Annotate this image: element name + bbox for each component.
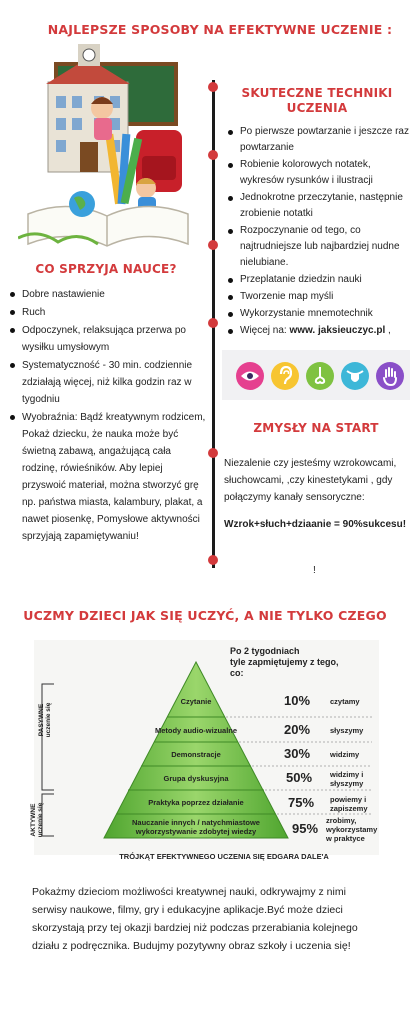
timeline-dot [208, 555, 218, 565]
techniques-title-line2: UCZENIA [286, 101, 348, 115]
hand-icon [376, 362, 404, 390]
list-item: Dobre nastawienie [8, 286, 208, 303]
pyramid-row-percent: 95% [292, 821, 319, 836]
pyramid-row-percent: 20% [284, 722, 311, 737]
list-item: Tworzenie map myśli [226, 289, 410, 305]
list-item: Ruch [8, 304, 208, 321]
school-illustration [18, 38, 196, 256]
list-item: Jednokrotne przeczytanie, następnie zrobienie notatki [226, 190, 410, 222]
list-item: Wyobraźnia: Bądź kreatywnym rodzicem, Pokaż dziecku, że nauka może być świetną zabawą, angażującą cała rodzinę, rówieśników. Aby lepiej przyswoić materiał, można stworzyć grę np. państwa miasta, kalambury, plakat, a nawet piosenkę, Pomysłowe aktywności sprzyjają zapamiętywaniu! [8, 409, 208, 545]
timeline-dot [208, 448, 218, 458]
helps-title: CO SPRZYJA NAUCE? [35, 262, 177, 276]
pyramid-row-label: Grupa dyskusyjna [163, 774, 229, 783]
pyramid-row-desc: słyszymy [330, 726, 364, 735]
pyramid-row-label: Demonstracje [171, 750, 221, 759]
helps-list [8, 286, 208, 546]
passive-learning-label: PASYWNE uczenie się [38, 702, 52, 738]
timeline-dot [208, 150, 218, 160]
exclamation-mark: ! [313, 565, 316, 576]
techniques-title-line1: SKUTECZNE TECHNIKI [241, 86, 393, 100]
pyramid-heading [230, 646, 339, 679]
list-item: Rozpoczynanie od tego, co najtrudniejsze lub najbardziej nudne nielubiane. [226, 223, 410, 271]
list-item: Przeplatanie dziedzin nauki [226, 272, 410, 288]
senses-icons-band [222, 350, 410, 400]
pyramid-row-label: Praktyka poprzez działanie [148, 798, 244, 807]
senses-formula: Wzrok+słuch+dziaanie = 90%sukcesu! [224, 519, 407, 530]
learning-pyramid [30, 640, 379, 855]
pyramid-row-desc: widzimy [330, 750, 360, 759]
pyramid-row-label: Metody audio-wizualne [154, 726, 238, 735]
list-item: Systematyczność - 30 min. codziennie zdziałają więcej, niż kilka godzin raz w tygodniu [8, 357, 208, 408]
pyramid-row-desc: widzimy i słyszymy [330, 770, 364, 788]
timeline-dot [208, 240, 218, 250]
teach-title: UCZMY DZIECI JAK SIĘ UCZYĆ, A NIE TYLKO CZEGO [23, 608, 387, 623]
pyramid-heading-line2: tyle zapmiętujemy z tego, [230, 657, 339, 667]
closing-text: Pokażmy dzieciom możliwości kreatywnej nauki, odkrywajmy z nimi serwisy naukowe, filmy, gry i edukacyjne aplikacje.Być może dzieci skorzystają przy tej okazji bardziej niż podczas przerabiania kolejnego działu z podręcznika. Budujmy pozytywny obraz szkoły i uczenia się! [32, 886, 358, 952]
pyramid-row-desc: zrobimy, wykorzystamy w praktyce [326, 816, 378, 843]
senses-text: Niezalenie czy jesteśmy wzrokowcami, słuchowcami, ,czy kinestetykami , gdy połączymy kanały sensoryczne: [224, 458, 397, 503]
more-prefix: Więcej na: [240, 325, 290, 336]
pyramid-row-desc: powiemy i zapiszemy [330, 795, 368, 813]
timeline-dot [208, 82, 218, 92]
senses-title: ZMYSŁY NA START [253, 421, 379, 435]
list-item: Wykorzystanie mnemotechnik [226, 306, 410, 322]
website-link[interactable]: www. jaksieuczyc.pl [289, 325, 386, 336]
eye-icon [236, 362, 264, 390]
pyramid-row-label: Nauczanie innych / natychmiastowe wykorzystywanie zdobytej wiedzy [132, 818, 260, 836]
pyramid-row-percent: 10% [284, 693, 311, 708]
main-title: NAJLEPSZE SPOSOBY NA EFEKTYWNE UCZENIE : [47, 22, 393, 37]
list-item: Odpoczynek, relaksująca przerwa po wysiłku umysłowym [8, 322, 208, 356]
pyramid-row-percent: 50% [286, 770, 313, 785]
pyramid-row-percent: 30% [284, 746, 311, 761]
list-item [226, 323, 410, 339]
pyramid-heading-line3: co: [230, 668, 244, 678]
pyramid-heading-line1: Po 2 tygodniach [230, 646, 300, 656]
more-suffix: , [385, 325, 391, 336]
pyramid-row-percent: 75% [288, 795, 315, 810]
pyramid-caption: TRÓJKĄT EFEKTYWNEGO UCZENIA SIĘ EDGARA DALE'A [119, 852, 329, 861]
list-item: Robienie kolorowych notatek, wykresów rysunków i ilustracji [226, 157, 410, 189]
active-learning-label: AKTYWNE uczenie się [30, 802, 44, 838]
techniques-title [232, 86, 402, 116]
pyramid-row-desc: czytamy [330, 697, 360, 706]
timeline-dot [208, 318, 218, 328]
ear-icon [271, 362, 299, 390]
tongue-icon [341, 362, 369, 390]
techniques-list [226, 124, 410, 340]
pyramid-row-label: Czytanie [180, 697, 212, 706]
nose-icon [306, 362, 334, 390]
list-item: Po pierwsze powtarzanie i jeszcze raz powtarzanie [226, 124, 410, 156]
